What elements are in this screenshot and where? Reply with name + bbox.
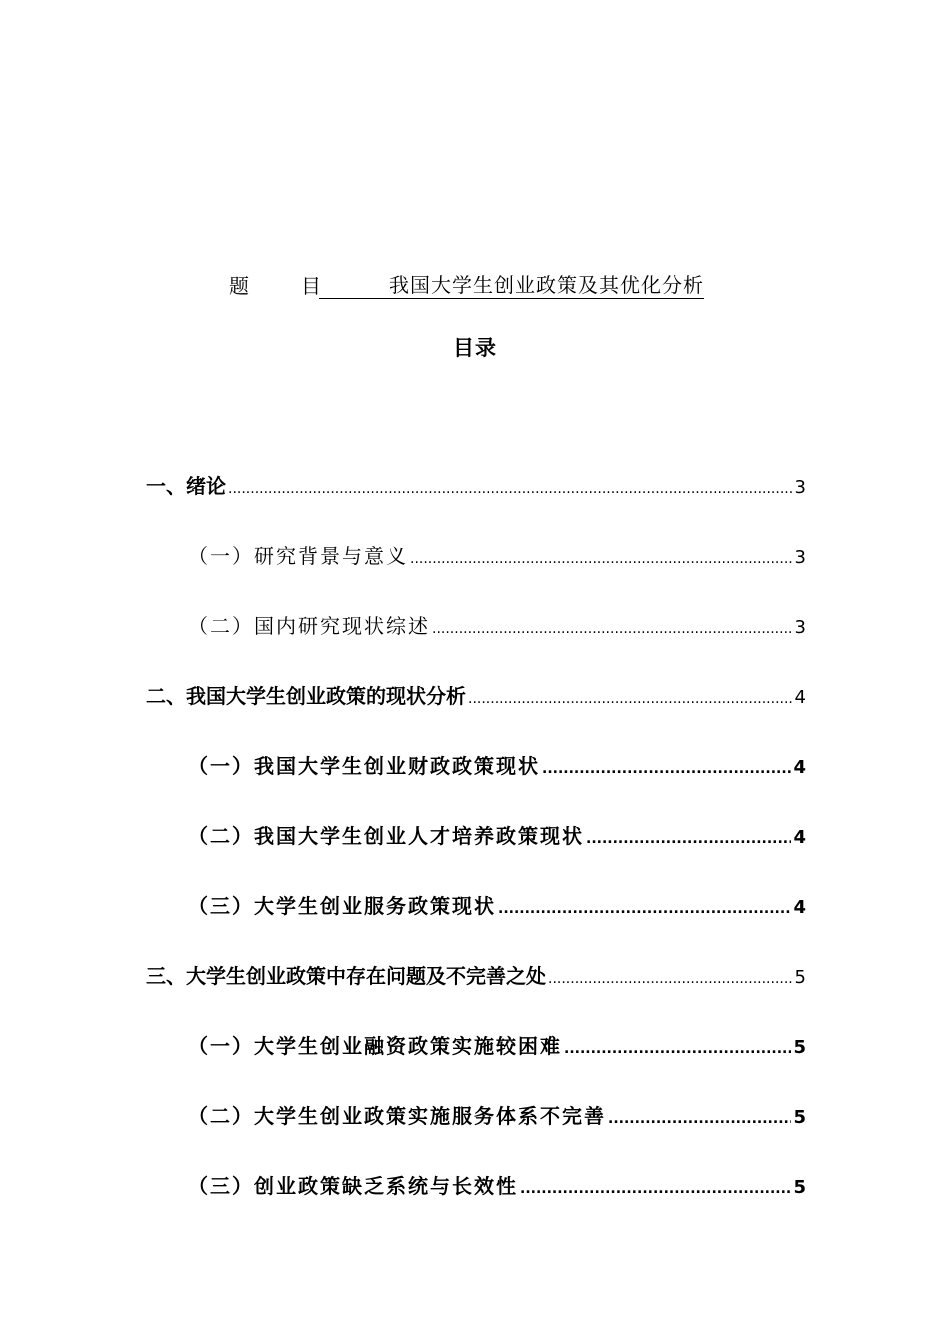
toc-entry-label: （二）国内研究现状综述 <box>188 614 430 638</box>
toc-entry-page: 4 <box>793 757 806 778</box>
toc-entry-page: 4 <box>794 687 806 708</box>
toc-entry-label: （三）创业政策缺乏系统与长效性 <box>188 1174 518 1198</box>
toc-entry-label: 一、绪论 <box>146 474 226 498</box>
toc-entry[interactable] <box>188 1030 806 1060</box>
toc-leader-dots <box>542 761 791 777</box>
title-label-first-char: 题 <box>229 274 250 298</box>
toc-entry-page: 5 <box>793 1107 806 1128</box>
toc-entry[interactable] <box>146 680 806 710</box>
toc-leader-dots <box>498 901 791 917</box>
toc-entry[interactable] <box>188 750 806 780</box>
toc-leader-dots <box>548 971 793 987</box>
toc-entry-page: 5 <box>793 1037 806 1058</box>
title-label-second-char: 目 <box>301 274 322 298</box>
toc-entry-page: 5 <box>794 967 806 988</box>
toc-entry[interactable] <box>188 610 806 640</box>
toc-entry-page: 3 <box>794 617 806 638</box>
toc-leader-dots <box>608 1111 791 1127</box>
toc-entry[interactable] <box>188 1170 806 1200</box>
toc-leader-dots <box>564 1041 791 1057</box>
toc-leader-dots <box>586 831 791 847</box>
toc-leader-dots <box>432 621 793 637</box>
toc-entry[interactable] <box>188 1100 806 1130</box>
toc-leader-dots <box>468 691 793 707</box>
toc-entry-label: （三）大学生创业服务政策现状 <box>188 894 496 918</box>
toc-entry-label: （二）大学生创业政策实施服务体系不完善 <box>188 1104 606 1128</box>
toc-entry[interactable] <box>146 960 806 990</box>
toc-entry-label: （一）我国大学生创业财政政策现状 <box>188 754 540 778</box>
toc-entry[interactable] <box>146 470 806 500</box>
toc-entry-label: 二、我国大学生创业政策的现状分析 <box>146 684 466 708</box>
toc-entry[interactable] <box>188 890 806 920</box>
toc-entry-label: （一）大学生创业融资政策实施较困难 <box>188 1034 562 1058</box>
toc-leader-dots <box>410 551 793 567</box>
toc-heading: 目录 <box>453 336 497 360</box>
toc-entry[interactable] <box>188 540 806 570</box>
toc-entry[interactable] <box>188 820 806 850</box>
toc-entry-page: 5 <box>793 1177 806 1198</box>
toc-entry-label: 三、大学生创业政策中存在问题及不完善之处 <box>146 964 546 988</box>
toc-entry-page: 3 <box>794 477 806 498</box>
title-value: 我国大学生创业政策及其优化分析 <box>319 272 704 299</box>
toc-entry-page: 4 <box>793 897 806 918</box>
toc-leader-dots <box>228 481 793 497</box>
toc-entry-page: 3 <box>794 547 806 568</box>
toc-entry-label: （二）我国大学生创业人才培养政策现状 <box>188 824 584 848</box>
toc-entry-page: 4 <box>793 827 806 848</box>
toc-entry-label: （一）研究背景与意义 <box>188 544 408 568</box>
toc-leader-dots <box>520 1181 791 1197</box>
title-line <box>229 265 704 299</box>
